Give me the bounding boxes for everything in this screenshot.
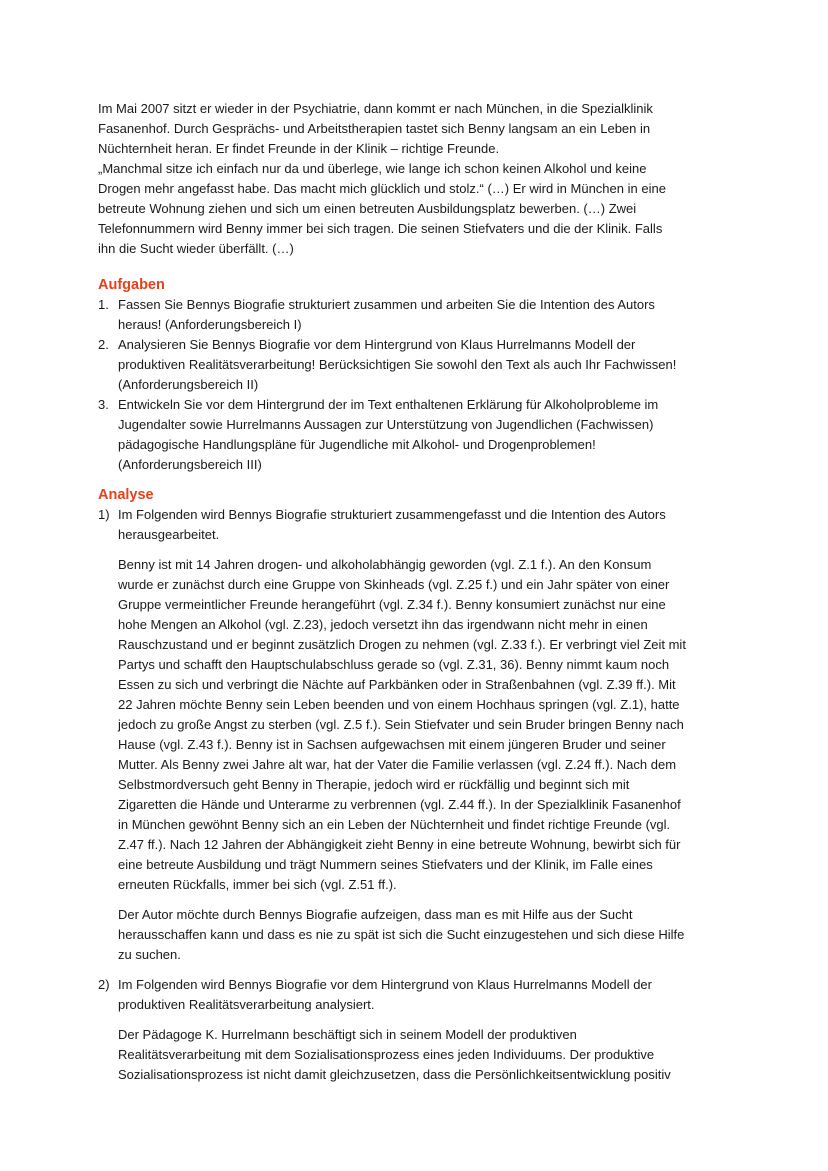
text-line: Im Folgenden wird Bennys Biografie strukturiert zusammengefasst und die Intention des Autors [118, 507, 666, 522]
text-line: Zigaretten die Hände und Unterarme zu verbrennen (vgl. Z.44 ff.). In der Spezialklinik Fasanenhof [118, 797, 681, 812]
text-line: herausgearbeitet. [118, 527, 220, 542]
text-line: Im Mai 2007 sitzt er wieder in der Psychiatrie, dann kommt er nach München, in die Spezialklinik [98, 101, 653, 116]
text-line: Fasanenhof. Durch Gesprächs- und Arbeitstherapien tastet sich Benny langsam an ein Leben in [98, 121, 651, 136]
text-line: pädagogische Handlungspläne für Jugendliche mit Alkohol- und Drogenproblemen! [118, 437, 596, 452]
text-line: Gruppe vermeintlicher Freunde herangeführt (vgl. Z.34 f.). Benny konsumiert zunächst nur eine [118, 597, 666, 612]
task-number: 2. [98, 337, 109, 352]
text-line: Entwickeln Sie vor dem Hintergrund der im Text enthaltenen Erklärung für Alkoholprobleme im [118, 397, 659, 412]
text-line: produktiven Realitätsverarbeitung! Berücksichtigen Sie sowohl den Text als auch Ihr Fachwissen! [118, 357, 677, 372]
task-number: 1. [98, 297, 109, 312]
text-line: Im Folgenden wird Bennys Biografie vor dem Hintergrund von Klaus Hurrelmanns Modell der [118, 977, 652, 992]
text-line: (Anforderungsbereich III) [118, 457, 262, 472]
text-line: Telefonnummern wird Benny immer bei sich tragen. Die seinen Stiefvaters und die der Klinik. Falls [98, 221, 663, 236]
text-line: jedoch zu große Angst zu sterben (vgl. Z.5 f.). Sein Stiefvater und sein Bruder bringen Benny nach [118, 717, 684, 732]
text-line: zu suchen. [118, 947, 181, 962]
text-line: Drogen mehr angefasst habe. Das macht mich glücklich und stolz.“ (…) Er wird in München in eine [98, 181, 666, 196]
text-line: betreute Wohnung ziehen und sich um einen betreuten Ausbildungsplatz bewerben. (…) Zwei [98, 201, 637, 216]
text-line: Sozialisationsprozess ist nicht damit gleichzusetzen, dass die Persönlichkeitsentwicklung positiv [118, 1067, 671, 1082]
analyse-heading: Analyse [98, 487, 154, 503]
analyse-section-2 [98, 975, 728, 1085]
intro-paragraph [98, 99, 728, 259]
summary-paragraph [118, 555, 728, 895]
text-line: 22 Jahren möchte Benny sein Leben beenden und von einem Hochhaus springen (vgl. Z.1), hatte [118, 697, 680, 712]
text-line: ihn die Sucht wieder überfällt. (…) [98, 241, 294, 256]
text-line: wurde er zunächst durch eine Gruppe von Skinheads (vgl. Z.25 f.) und ein Jahr später von einer [118, 577, 670, 592]
hurrelmann-paragraph [118, 1025, 728, 1085]
task-item [98, 395, 728, 475]
text-line: (Anforderungsbereich II) [118, 377, 259, 392]
text-line: Essen zu sich und verbringt die Nächte auf Parkbänken oder in Straßenbahnen (vgl. Z.39 ff.). Mit [118, 677, 676, 692]
text-line: Partys und schafft den Hauptschulabschluss gerade so (vgl. Z.31, 36). Benny nimmt kaum noch [118, 657, 670, 672]
text-line: Benny ist mit 14 Jahren drogen- und alkoholabhängig geworden (vgl. Z.1 f.). An den Konsum [118, 557, 652, 572]
section-lead [118, 505, 728, 545]
section-number: 1) [98, 507, 110, 522]
task-number: 3. [98, 397, 109, 412]
text-line: Der Pädagoge K. Hurrelmann beschäftigt sich in seinem Modell der produktiven [118, 1027, 577, 1042]
intention-paragraph [118, 905, 728, 965]
text-line: hohe Mengen an Alkohol (vgl. Z.23), jedoch versetzt ihn das irgendwann nicht mehr in einen [118, 617, 648, 632]
text-line: Jugendalter sowie Hurrelmanns Aussagen zur Unterstützung von Jugendlichen (Fachwissen) [118, 417, 654, 432]
text-line: Selbstmordversuch geht Benny in Therapie, jedoch wird er rückfällig und beginnt sich mit [118, 777, 630, 792]
text-line: Fassen Sie Bennys Biografie strukturiert zusammen und arbeiten Sie die Intention des Autors [118, 297, 655, 312]
text-line: Mutter. Als Benny zwei Jahre alt war, hat der Vater die Familie verlassen (vgl. Z.24 ff.). Nach dem [118, 757, 677, 772]
task-list [98, 295, 728, 475]
text-line: heraus! (Anforderungsbereich I) [118, 317, 302, 332]
task-item [98, 295, 728, 335]
text-line: Analysieren Sie Bennys Biografie vor dem Hintergrund von Klaus Hurrelmanns Modell der [118, 337, 636, 352]
section-lead [118, 975, 728, 1015]
text-line: Rauschzustand und er beginnt zusätzlich Drogen zu nehmen (vgl. Z.33 f.). Er verbringt viel Zeit mit [118, 637, 686, 652]
text-line: erneuten Rückfalls, immer bei sich (vgl. Z.51 ff.). [118, 877, 397, 892]
text-line: Der Autor möchte durch Bennys Biografie aufzeigen, dass man es mit Hilfe aus der Sucht [118, 907, 633, 922]
text-line: produktiven Realitätsverarbeitung analysiert. [118, 997, 375, 1012]
text-line: Nüchternheit heran. Er findet Freunde in der Klinik – richtige Freunde. [98, 141, 500, 156]
text-line: herausschaffen kann und dass es nie zu spät ist sich die Sucht einzugestehen und sich diese Hilfe [118, 927, 685, 942]
task-item [98, 335, 728, 395]
text-line: eine betreute Ausbildung und trägt Nummern seines Stiefvaters und der Klinik, im Falle eines [118, 857, 653, 872]
analyse-section-1 [98, 505, 728, 965]
text-line: Realitätsverarbeitung mit dem Sozialisationsprozess eines jeden Individuums. Der produktive [118, 1047, 655, 1062]
text-line: „Manchmal sitze ich einfach nur da und überlege, wie lange ich schon keinen Alkohol und keine [98, 161, 647, 176]
aufgaben-heading: Aufgaben [98, 277, 165, 293]
text-line: Hause (vgl. Z.43 f.). Benny ist in Sachsen aufgewachsen mit einem jüngeren Bruder und seiner [118, 737, 666, 752]
text-line: in München gewöhnt Benny sich an ein Leben der Nüchternheit und findet richtige Freunde (vgl. [118, 817, 671, 832]
document-page [98, 99, 728, 1085]
text-line: Z.47 ff.). Nach 12 Jahren der Abhängigkeit zieht Benny in eine betreute Wohnung, bewirbt sich für [118, 837, 681, 852]
section-number: 2) [98, 977, 110, 992]
